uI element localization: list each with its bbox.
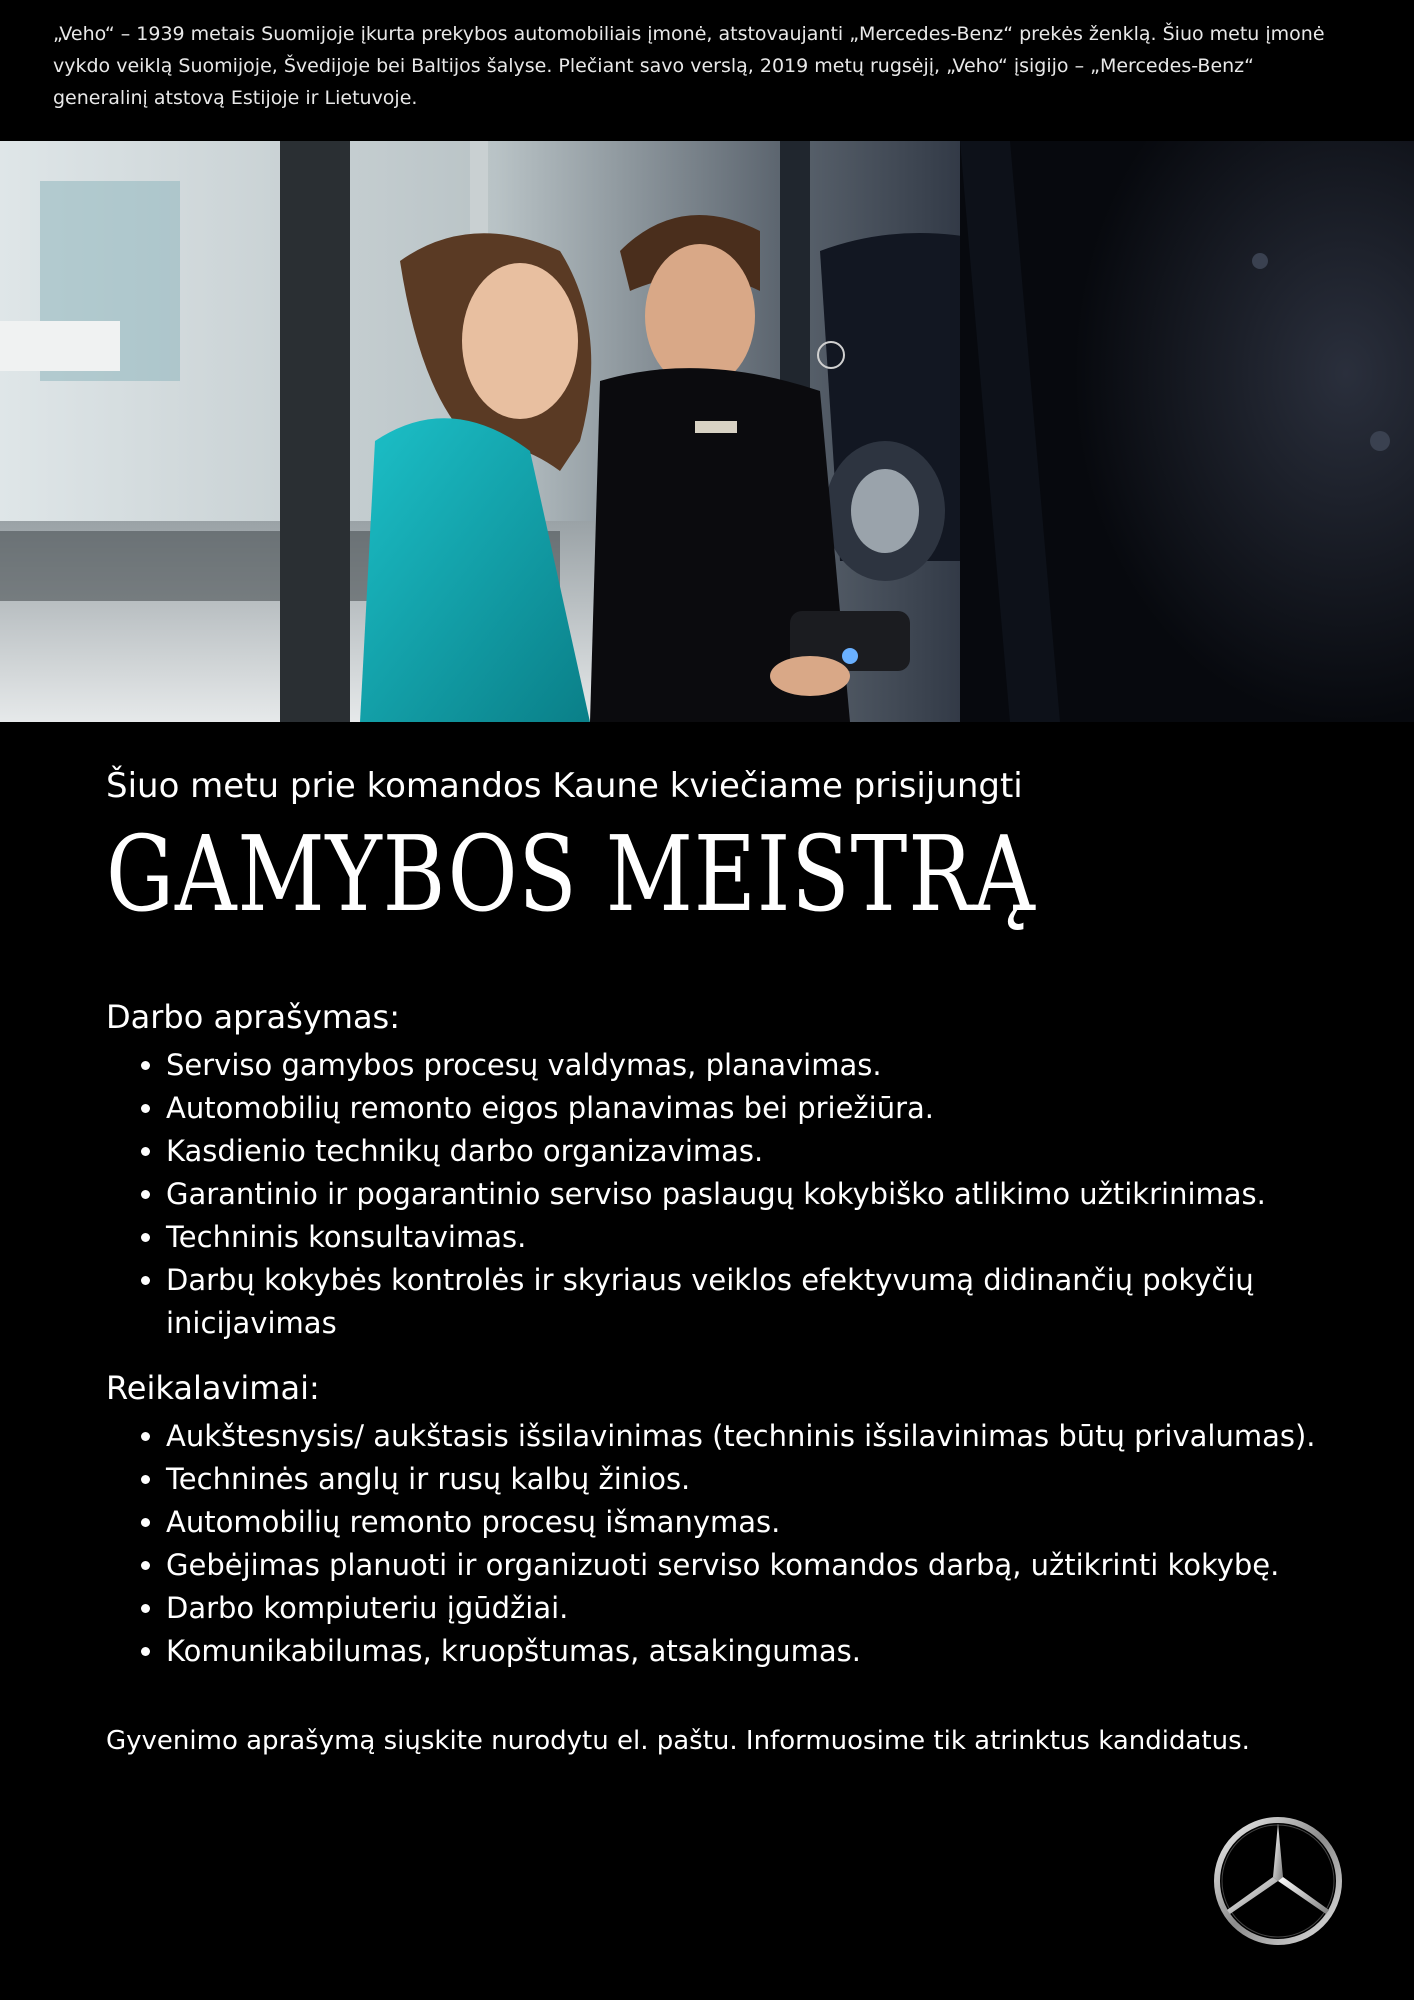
- hero-photo: [0, 141, 1414, 722]
- list-item: • Darbo kompiuteriu įgūdžiai.: [166, 1587, 1366, 1630]
- list-item: • Gebėjimas planuoti ir organizuoti serviso komandos darbą, užtikrinti kokybę.: [166, 1544, 1366, 1587]
- list-item: • Garantinio ir pogarantinio serviso paslaugų kokybiško atlikimo užtikrinimas.: [166, 1173, 1366, 1216]
- requirements-heading: Reikalavimai:: [106, 1369, 320, 1407]
- description-heading: Darbo aprašymas:: [106, 998, 400, 1036]
- job-title: GAMYBOS MEISTRĄ: [106, 813, 1036, 935]
- list-item: • Techninės anglų ir rusų kalbų žinios.: [166, 1458, 1366, 1501]
- company-intro: „Veho“ – 1939 metais Suomijoje įkurta prekybos automobiliais įmonė, atstovaujanti „Mercedes-Benz“ prekės ženklą. Šiuo metu įmonė vykdo veiklą Suomijoje, Švedijoje bei Baltijos šalyse. Plečiant savo verslą, 2019 metų rugsėjį, „Veho“ įsigijo – „Mercedes-Benz“ generalinį atstovą Estijoje ir Lietuvoje.: [53, 23, 1325, 109]
- description-list: [106, 1044, 1366, 1345]
- list-item: • Techninis konsultavimas.: [166, 1216, 1366, 1259]
- list-item: • Kasdienio technikų darbo organizavimas.: [166, 1130, 1366, 1173]
- list-item: • Serviso gamybos procesų valdymas, planavimas.: [166, 1044, 1366, 1087]
- list-item: • Automobilių remonto procesų išmanymas.: [166, 1501, 1366, 1544]
- list-item: • Aukštesnysis/ aukštasis išsilavinimas (techninis išsilavinimas būtų privalumas).: [166, 1415, 1366, 1458]
- list-item: • Komunikabilumas, kruopštumas, atsakingumas.: [166, 1630, 1366, 1673]
- requirements-list: [106, 1415, 1366, 1673]
- main-content: [106, 764, 1366, 1759]
- application-note: Gyvenimo aprašymą siųskite nurodytu el. paštu. Informuosime tik atrinktus kandidatus.: [106, 1726, 1250, 1756]
- mercedes-star-icon: [1212, 1815, 1344, 1947]
- list-item: • Darbų kokybės kontrolės ir skyriaus veiklos efektyvumą didinančių pokyčių inicijavimas: [166, 1259, 1366, 1345]
- headline-subtitle: Šiuo metu prie komandos Kaune kviečiame prisijungti: [106, 766, 1023, 806]
- list-item: • Automobilių remonto eigos planavimas bei priežiūra.: [166, 1087, 1366, 1130]
